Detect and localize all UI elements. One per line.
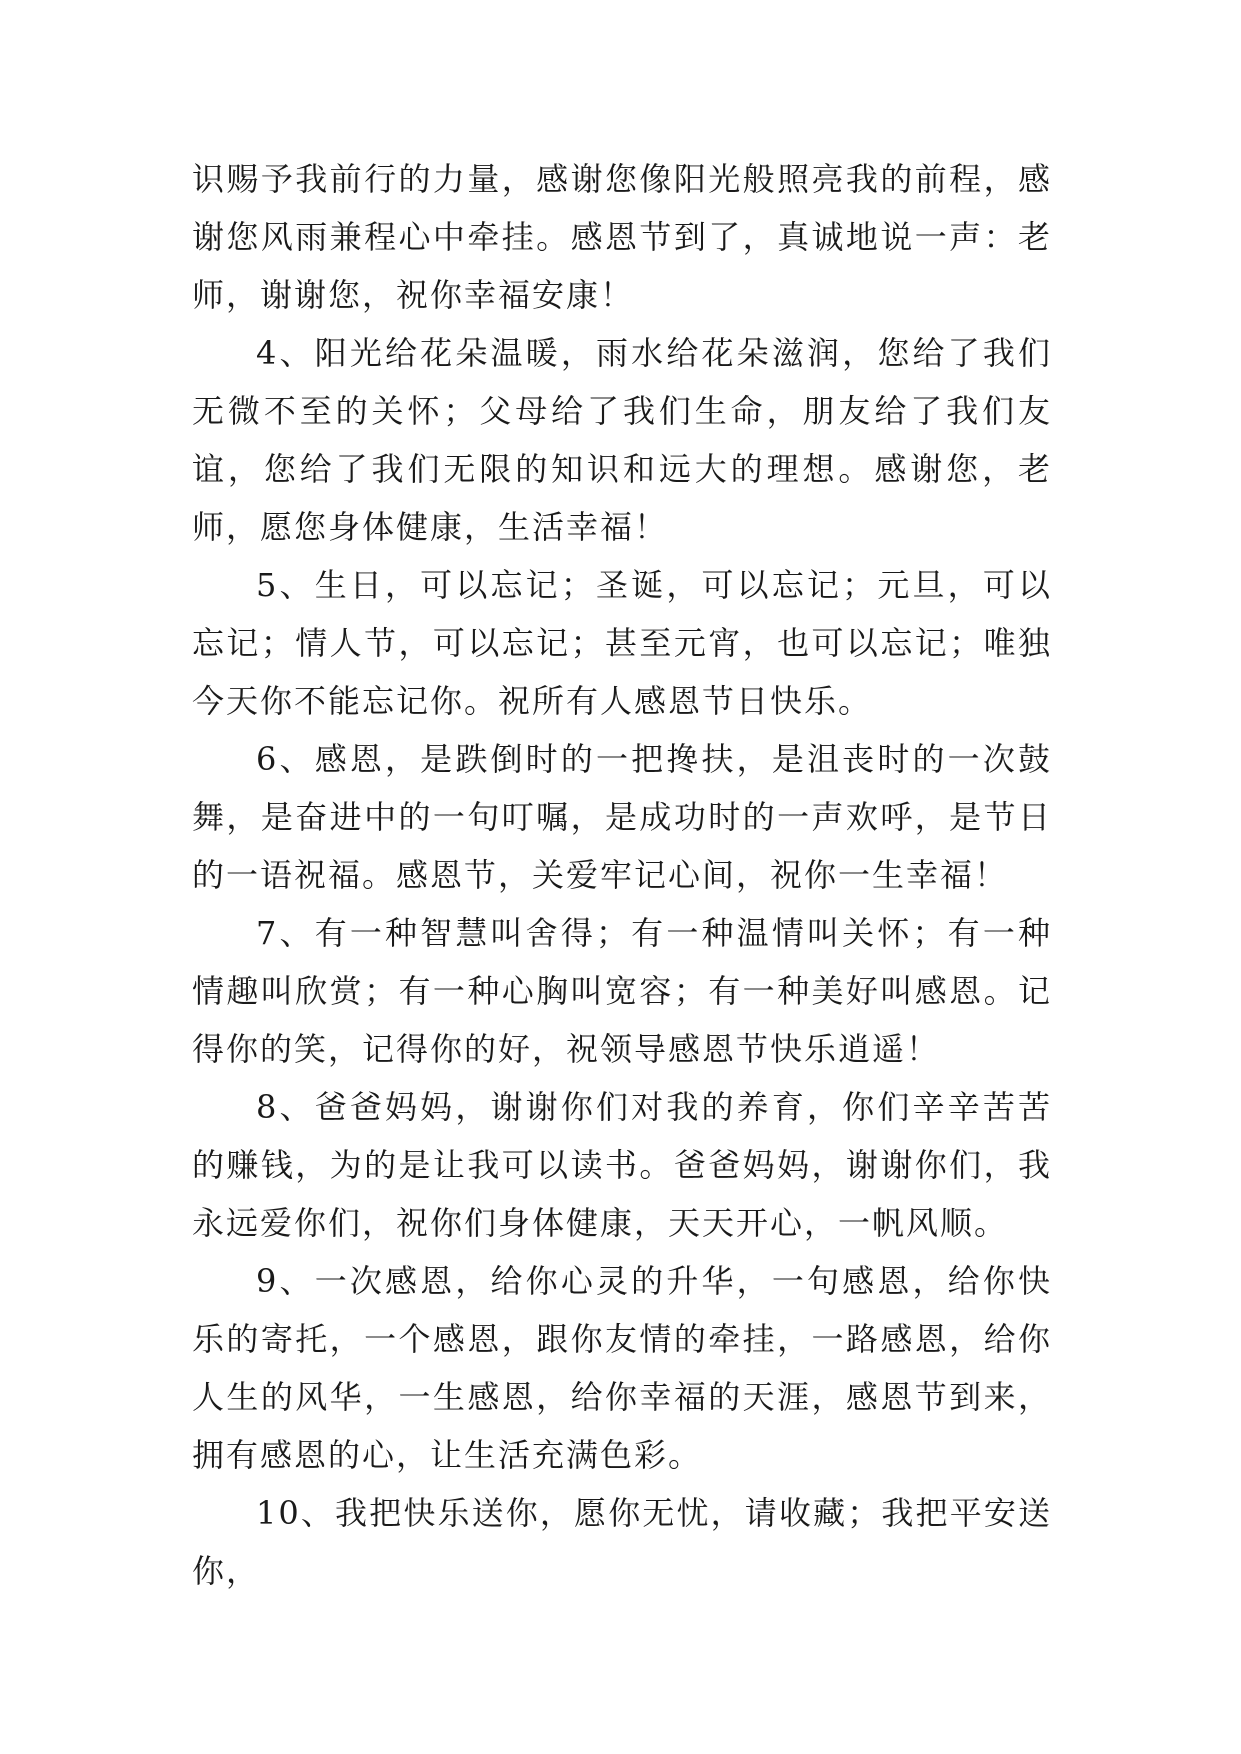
paragraph-2: 4、阳光给花朵温暖，雨水给花朵滋润，您给了我们无微不至的关怀；父母给了我们生命，朋友给了我们友谊，您给了我们无限的知识和远大的理想。感谢您，老师，愿您身体健康，生活幸福！	[192, 334, 1052, 546]
paragraph-3: 5、生日，可以忘记；圣诞，可以忘记；元旦，可以忘记；情人节，可以忘记；甚至元宵，也可以忘记；唯独今天你不能忘记你。祝所有人感恩节日快乐。	[192, 566, 1052, 720]
paragraph-1: 识赐予我前行的力量，感谢您像阳光般照亮我的前程，感谢您风雨兼程心中牵挂。感恩节到了，真诚地说一声：老师，谢谢您，祝你幸福安康！	[192, 160, 1052, 314]
paragraph-7: 9、一次感恩，给你心灵的升华，一句感恩，给你快乐的寄托，一个感恩，跟你友情的牵挂，一路感恩，给你人生的风华，一生感恩，给你幸福的天涯，感恩节到来，拥有感恩的心，让生活充满色彩。	[192, 1262, 1052, 1474]
paragraph-8: 10、我把快乐送你，愿你无忧，请收藏；我把平安送你，	[192, 1494, 1052, 1590]
paragraph-4: 6、感恩，是跌倒时的一把搀扶，是沮丧时的一次鼓舞，是奋进中的一句叮嘱，是成功时的一声欢呼，是节日的一语祝福。感恩节，关爱牢记心间，祝你一生幸福！	[192, 740, 1052, 894]
document-body	[192, 150, 1052, 1600]
paragraph-6: 8、爸爸妈妈，谢谢你们对我的养育，你们辛辛苦苦的赚钱，为的是让我可以读书。爸爸妈妈，谢谢你们，我永远爱你们，祝你们身体健康，天天开心，一帆风顺。	[192, 1088, 1052, 1242]
paragraph-5: 7、有一种智慧叫舍得；有一种温情叫关怀；有一种情趣叫欣赏；有一种心胸叫宽容；有一种美好叫感恩。记得你的笑，记得你的好，祝领导感恩节快乐逍遥！	[192, 914, 1052, 1068]
